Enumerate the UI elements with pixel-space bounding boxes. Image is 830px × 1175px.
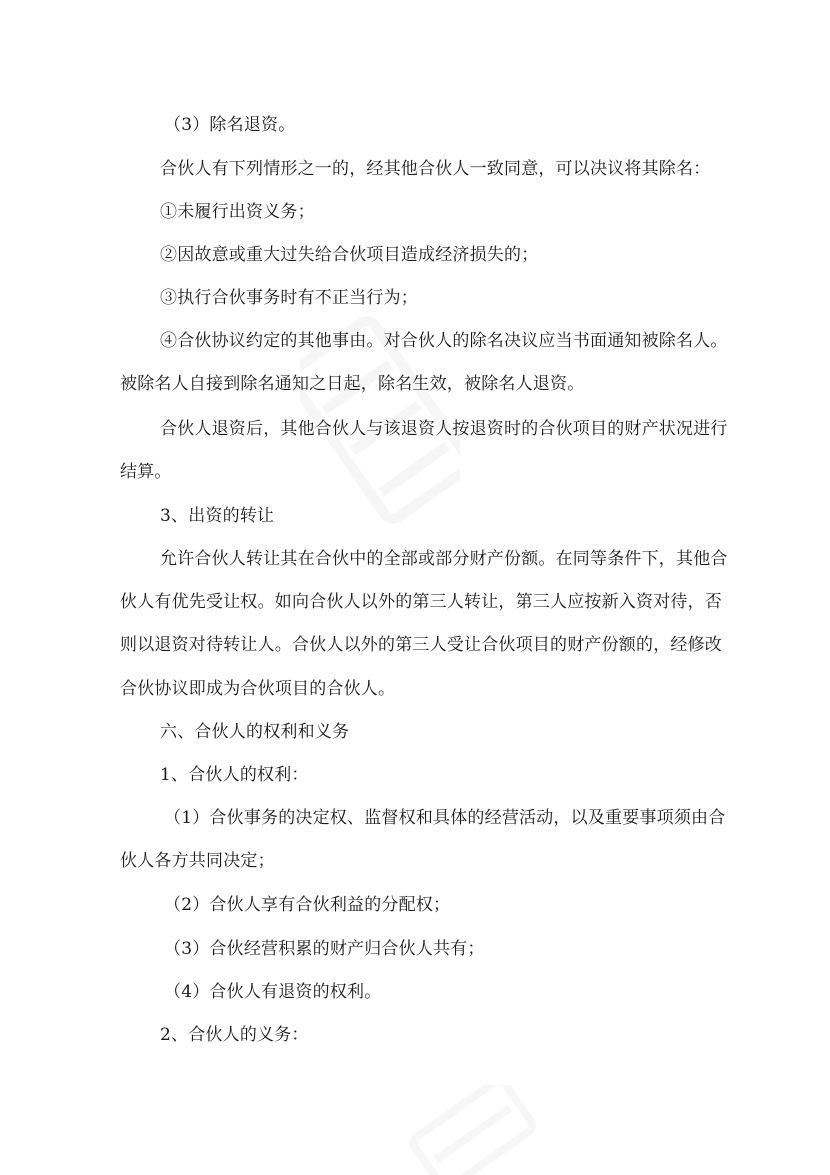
list-item: ②因故意或重大过失给合伙项目造成经济损失的； xyxy=(160,245,539,265)
paragraph-line: 伙人有优先受让权。如向合伙人以外的第三人转让，第三人应按新入资对待，否 xyxy=(120,592,722,612)
list-item: ③执行合伙事务时有不正当行为； xyxy=(160,288,418,308)
paragraph-line: （3）除名退资。 xyxy=(164,115,296,135)
paragraph-line: 结算。 xyxy=(120,462,172,482)
list-item: （4）合伙人有退资的权利。 xyxy=(164,982,382,1002)
paragraph-line: 伙人各方共同决定； xyxy=(120,851,275,871)
paragraph-line: 允许合伙人转让其在合伙中的全部或部分财产份额。在同等条件下，其他合 xyxy=(160,549,728,569)
watermark-logo-icon-bottom xyxy=(395,1085,545,1175)
paragraph-line: 合伙人退资后，其他合伙人与该退资人按退资时的合伙项目的财产状况进行 xyxy=(160,419,728,439)
list-item: ①未履行出资义务； xyxy=(160,202,315,222)
list-item: （2）合伙人享有合伙利益的分配权； xyxy=(164,895,451,915)
paragraph-line: 合伙人有下列情形之一的，经其他合伙人一致同意，可以决议将其除名： xyxy=(160,159,711,179)
subsection-heading: 1、合伙人的权利： xyxy=(160,765,309,785)
paragraph-line: 合伙协议即成为合伙项目的合伙人。 xyxy=(120,679,396,699)
list-item: （3）合伙经营积累的财产归合伙人共有； xyxy=(164,939,485,959)
subsection-heading: 2、合伙人的义务： xyxy=(160,1025,309,1045)
list-item: （1）合伙事务的决定权、监督权和具体的经营活动，以及重要事项须由合 xyxy=(164,808,726,828)
section-heading: 3、出资的转让 xyxy=(160,506,275,526)
paragraph-line: 则以退资对待转让人。合伙人以外的第三人受让合伙项目的财产份额的，经修改 xyxy=(120,635,722,655)
list-item: ④合伙协议约定的其他事由。对合伙人的除名决议应当书面通知被除名人。 xyxy=(160,331,728,351)
section-heading: 六、合伙人的权利和义务 xyxy=(160,722,350,742)
paragraph-line: 被除名人自接到除名通知之日起，除名生效，被除名人退资。 xyxy=(120,374,585,394)
